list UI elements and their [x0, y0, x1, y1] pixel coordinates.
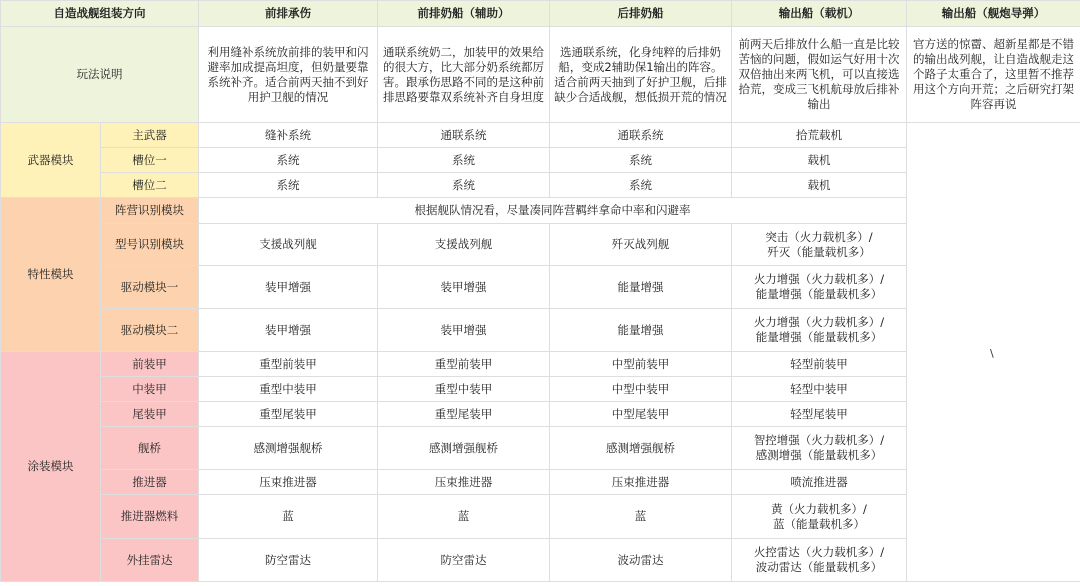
weapon-row-main	[1, 123, 1080, 148]
table-cell: 通联系统	[550, 123, 732, 148]
header-row	[1, 1, 1080, 27]
table-cell: 重型前装甲	[199, 352, 378, 377]
row-label: 尾装甲	[101, 402, 199, 427]
table-cell: 重型尾装甲	[378, 402, 550, 427]
table-cell: 火力增强（火力载机多）/ 能量增强（能量载机多）	[732, 266, 907, 309]
table-cell: 防空雷达	[378, 539, 550, 582]
table-cell: 蓝	[550, 495, 732, 539]
row-label: 外挂雷达	[101, 539, 199, 582]
header-col-carrier: 输出船（载机）	[732, 1, 907, 27]
category-weapon: 武器模块	[1, 123, 101, 198]
description-cell: 利用缝补系统放前排的装甲和闪避率加成提高坦度，但奶量要靠系统补齐。适合前两天抽不到好用护卫舰的情况	[199, 27, 378, 123]
table-cell: 能量增强	[550, 266, 732, 309]
row-label: 驱动模块一	[101, 266, 199, 309]
row-label: 推进器燃料	[101, 495, 199, 539]
table-cell: 拾荒载机	[732, 123, 907, 148]
table-cell: 系统	[550, 148, 732, 173]
header-col-front-tank: 前排承伤	[199, 1, 378, 27]
table-cell: 压束推进器	[199, 470, 378, 495]
category-trait: 特性模块	[1, 198, 101, 352]
row-label: 型号识别模块	[101, 224, 199, 266]
table-cell: 中型尾装甲	[550, 402, 732, 427]
stray-mark: \	[990, 347, 994, 360]
description-cell: 通联系统奶二，加装甲的效果给的很大方，比大部分奶系统都厉害。跟承伤思路不同的是这种前排思路要靠双系统补齐自身坦度	[378, 27, 550, 123]
table-cell: 系统	[378, 148, 550, 173]
table-cell: 压束推进器	[378, 470, 550, 495]
table-cell: 缝补系统	[199, 123, 378, 148]
header-col-back-heal: 后排奶船	[550, 1, 732, 27]
header-col-front-heal: 前排奶船（辅助）	[378, 1, 550, 27]
table-cell: 支援战列舰	[199, 224, 378, 266]
table-cell: 轻型尾装甲	[732, 402, 907, 427]
table-cell: 载机	[732, 173, 907, 198]
table-cell: 轻型前装甲	[732, 352, 907, 377]
description-label: 玩法说明	[1, 27, 199, 123]
table-cell: 感测增强舰桥	[550, 427, 732, 470]
row-label: 中装甲	[101, 377, 199, 402]
table-cell: 重型尾装甲	[199, 402, 378, 427]
table-cell: 歼灭战列舰	[550, 224, 732, 266]
table-cell: 重型前装甲	[378, 352, 550, 377]
category-paint: 涂装模块	[1, 352, 101, 582]
table-cell: 感测增强舰桥	[199, 427, 378, 470]
table-cell: 火力增强（火力载机多）/ 能量增强（能量载机多）	[732, 309, 907, 352]
table-cell: 重型中装甲	[378, 377, 550, 402]
table-cell: 中型中装甲	[550, 377, 732, 402]
table-cell: 中型前装甲	[550, 352, 732, 377]
table-cell: 蓝	[199, 495, 378, 539]
table-cell: 装甲增强	[199, 266, 378, 309]
table-cell: 智控增强（火力载机多）/ 感测增强（能量载机多）	[732, 427, 907, 470]
row-label: 槽位一	[101, 148, 199, 173]
table-cell: 装甲增强	[378, 266, 550, 309]
row-label: 舰桥	[101, 427, 199, 470]
table-cell: 支援战列舰	[378, 224, 550, 266]
table-cell: 感测增强舰桥	[378, 427, 550, 470]
description-cell: 前两天后排放什么船一直是比较苦恼的问题，假如运气好用十次双倍抽出来两飞机，可以直接选拾荒，变成三飞机航母放后排补输出	[732, 27, 907, 123]
table-cell: 系统	[199, 173, 378, 198]
header-col-gun-missile: 输出船（舰炮导弹）	[907, 1, 1080, 27]
table-cell: 装甲增强	[378, 309, 550, 352]
table-cell: 通联系统	[378, 123, 550, 148]
table-cell: 黄（火力载机多）/ 蓝（能量载机多）	[732, 495, 907, 539]
table-cell: 系统	[550, 173, 732, 198]
row-label: 驱动模块二	[101, 309, 199, 352]
table-cell: 装甲增强	[199, 309, 378, 352]
row-label: 前装甲	[101, 352, 199, 377]
table-cell: 系统	[199, 148, 378, 173]
row-label: 推进器	[101, 470, 199, 495]
table-cell: 波动雷达	[550, 539, 732, 582]
description-cell: 官方送的惊霤、超新星都是不错的输出战列舰，让自造战舰走这个路子太重合了，这里暂不推荐用这个方向开荒；之后研究打架阵容再说	[907, 27, 1080, 123]
row-label: 槽位二	[101, 173, 199, 198]
table-cell: 蓝	[378, 495, 550, 539]
table-cell: 防空雷达	[199, 539, 378, 582]
table-cell: 火控雷达（火力载机多）/ 波动雷达（能量载机多）	[732, 539, 907, 582]
table-cell: 喷流推进器	[732, 470, 907, 495]
table-cell: 压束推进器	[550, 470, 732, 495]
row-label: 主武器	[101, 123, 199, 148]
description-row	[1, 27, 1080, 123]
table-cell: 重型中装甲	[199, 377, 378, 402]
header-direction: 自造战舰组装方向	[1, 1, 199, 27]
table-cell: 系统	[378, 173, 550, 198]
table-cell: 能量增强	[550, 309, 732, 352]
table-cell: 载机	[732, 148, 907, 173]
faction-note-cell: 根据舰队情况看，尽量凑同阵营羁绊拿命中率和闪避率	[199, 198, 907, 224]
row-label: 阵营识别模块	[101, 198, 199, 224]
table-cell: 轻型中装甲	[732, 377, 907, 402]
table-cell: 突击（火力载机多）/ 歼灭（能量载机多）	[732, 224, 907, 266]
description-cell: 选通联系统，化身纯粹的后排奶船，变成2辅助保1输出的阵容。适合前两天抽到了好护卫舰，后排缺少合适战舰，想低损开荒的情况	[550, 27, 732, 123]
